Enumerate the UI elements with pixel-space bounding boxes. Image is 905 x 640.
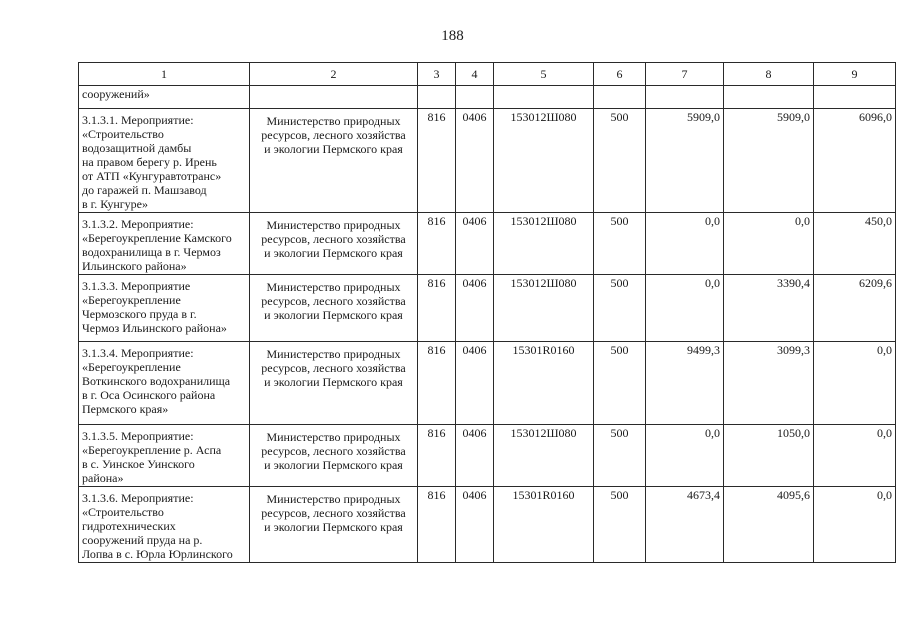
column-header: 5: [494, 63, 594, 86]
grbs-code: 816: [418, 109, 456, 213]
target-article-code: 153012Ш080: [494, 425, 594, 487]
amount-year-2: 3390,4: [724, 275, 814, 342]
amount-year-1: 5909,0: [646, 109, 724, 213]
table-row: [79, 342, 896, 425]
amount-year-2: 0,0: [724, 213, 814, 275]
column-header: 1: [79, 63, 250, 86]
executor: Министерство природных ресурсов, лесного хозяйства и экологии Пермского края: [261, 492, 406, 534]
amount-year-2: 1050,0: [724, 425, 814, 487]
column-header: 7: [646, 63, 724, 86]
amount-year-1: 0,0: [646, 213, 724, 275]
expense-type-code: 500: [594, 425, 646, 487]
expense-type-code: 500: [594, 213, 646, 275]
continuation-row: [79, 86, 896, 109]
column-header: 4: [456, 63, 494, 86]
column-header: 6: [594, 63, 646, 86]
section-code: 0406: [456, 213, 494, 275]
executor: Министерство природных ресурсов, лесного хозяйства и экологии Пермского края: [261, 347, 406, 389]
header-row: [79, 63, 896, 86]
section-code: 0406: [456, 342, 494, 425]
measure-name: 3.1.3.6. Мероприятие: «Строительство гидротехнических сооружений пруда на р. Лопва в с. Юрла Юрлинского: [82, 491, 233, 561]
grbs-code: 816: [418, 213, 456, 275]
amount-year-3: 6096,0: [814, 109, 896, 213]
budget-table: [78, 62, 896, 563]
executor: Министерство природных ресурсов, лесного хозяйства и экологии Пермского края: [261, 218, 406, 260]
amount-year-2: 5909,0: [724, 109, 814, 213]
target-article-code: 153012Ш080: [494, 109, 594, 213]
table-row: [79, 425, 896, 487]
amount-year-1: 4673,4: [646, 487, 724, 563]
amount-year-3: 0,0: [814, 425, 896, 487]
executor: Министерство природных ресурсов, лесного хозяйства и экологии Пермского края: [261, 114, 406, 156]
section-code: 0406: [456, 275, 494, 342]
amount-year-2: 4095,6: [724, 487, 814, 563]
grbs-code: 816: [418, 487, 456, 563]
column-header: 8: [724, 63, 814, 86]
grbs-code: 816: [418, 342, 456, 425]
table-row: [79, 109, 896, 213]
amount-year-1: 9499,3: [646, 342, 724, 425]
measure-name: 3.1.3.2. Мероприятие: «Берегоукрепление Камского водохранилища в г. Чермоз Ильинского района»: [82, 217, 232, 273]
expense-type-code: 500: [594, 109, 646, 213]
executor: Министерство природных ресурсов, лесного хозяйства и экологии Пермского края: [261, 430, 406, 472]
measure-name: 3.1.3.1. Мероприятие: «Строительство водозащитной дамбы на правом берегу р. Ирень от АТП «Кунгуравтотранс» до гаражей п. Машзавод в г. Кунгуре»: [82, 113, 222, 211]
expense-type-code: 500: [594, 342, 646, 425]
grbs-code: 816: [418, 275, 456, 342]
amount-year-3: 0,0: [814, 487, 896, 563]
page-number: 188: [441, 28, 464, 44]
section-code: 0406: [456, 109, 494, 213]
column-header: 2: [250, 63, 418, 86]
column-header: 9: [814, 63, 896, 86]
section-code: 0406: [456, 487, 494, 563]
target-article-code: 15301R0160: [494, 487, 594, 563]
amount-year-2: 3099,3: [724, 342, 814, 425]
amount-year-1: 0,0: [646, 425, 724, 487]
expense-type-code: 500: [594, 275, 646, 342]
amount-year-3: 0,0: [814, 342, 896, 425]
section-code: 0406: [456, 425, 494, 487]
amount-year-3: 6209,6: [814, 275, 896, 342]
executor: Министерство природных ресурсов, лесного хозяйства и экологии Пермского края: [261, 280, 406, 322]
measure-name: 3.1.3.5. Мероприятие: «Берегоукрепление р. Аспа в с. Уинское Уинского района»: [82, 429, 222, 485]
measure-name: 3.1.3.3. Мероприятие «Берегоукрепление Чермозского пруда в г. Чермоз Ильинского района»: [82, 279, 227, 335]
expense-type-code: 500: [594, 487, 646, 563]
target-article-code: 15301R0160: [494, 342, 594, 425]
column-header: 3: [418, 63, 456, 86]
amount-year-3: 450,0: [814, 213, 896, 275]
grbs-code: 816: [418, 425, 456, 487]
continuation-text: сооружений»: [79, 86, 250, 109]
table-row: [79, 275, 896, 342]
target-article-code: 153012Ш080: [494, 213, 594, 275]
amount-year-1: 0,0: [646, 275, 724, 342]
table-row: [79, 487, 896, 563]
table-row: [79, 213, 896, 275]
target-article-code: 153012Ш080: [494, 275, 594, 342]
measure-name: 3.1.3.4. Мероприятие: «Берегоукрепление Воткинского водохранилища в г. Оса Осинского района Пермского края»: [82, 346, 231, 416]
